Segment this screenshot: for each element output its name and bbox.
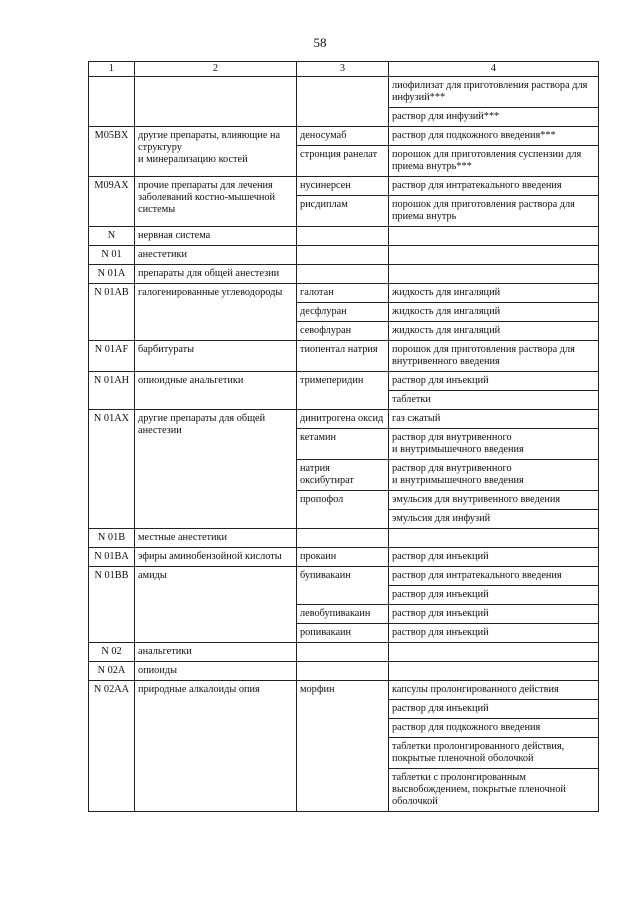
table-row: [89, 341, 599, 372]
dosage-form-cell: [389, 529, 599, 548]
atc-code-cell: N 01: [89, 246, 135, 265]
table-row: [89, 265, 599, 284]
group-name-cell: другие препараты, влияющие на структуру и минерализацию костей: [135, 127, 297, 177]
group-name-cell: анальгетики: [135, 643, 297, 662]
dosage-form-cell: раствор для интратекального введения: [389, 567, 599, 586]
drug-name-cell: натрия оксибутират: [297, 460, 389, 491]
dosage-form-cell: раствор для инъекций: [389, 586, 599, 605]
table-row: [89, 284, 599, 303]
dosage-form-cell: таблетки: [389, 391, 599, 410]
drug-name-cell: десфлуран: [297, 303, 389, 322]
table-row: [89, 410, 599, 429]
dosage-form-cell: газ сжатый: [389, 410, 599, 429]
drug-name-cell: деносумаб: [297, 127, 389, 146]
dosage-form-cell: порошок для приготовления суспензии для приема внутрь***: [389, 146, 599, 177]
drug-name-cell: [297, 77, 389, 127]
drug-name-cell: тримеперидин: [297, 372, 389, 410]
atc-code-cell: N 01AB: [89, 284, 135, 341]
table-row: [89, 227, 599, 246]
table-row: [89, 662, 599, 681]
atc-code-cell: M05BX: [89, 127, 135, 177]
dosage-form-cell: раствор для инъекций: [389, 700, 599, 719]
group-name-cell: барбитураты: [135, 341, 297, 372]
atc-code-cell: N 01B: [89, 529, 135, 548]
column-header: 2: [135, 62, 297, 77]
table-row: [89, 643, 599, 662]
dosage-form-cell: раствор для подкожного введения: [389, 719, 599, 738]
atc-code-cell: N 01AF: [89, 341, 135, 372]
dosage-form-cell: раствор для внутривенного и внутримышечного введения: [389, 429, 599, 460]
drug-name-cell: левобупивакаин: [297, 605, 389, 624]
drug-name-cell: [297, 529, 389, 548]
table-row: [89, 77, 599, 108]
drug-name-cell: бупивакаин: [297, 567, 389, 605]
atc-code-cell: [89, 77, 135, 127]
drug-name-cell: севофлуран: [297, 322, 389, 341]
table-header-row: [89, 62, 599, 77]
dosage-form-cell: раствор для инъекций: [389, 605, 599, 624]
column-header: 4: [389, 62, 599, 77]
group-name-cell: опиоидные анальгетики: [135, 372, 297, 410]
group-name-cell: эфиры аминобензойной кислоты: [135, 548, 297, 567]
dosage-form-cell: раствор для инъекций: [389, 548, 599, 567]
dosage-form-cell: эмульсия для инфузий: [389, 510, 599, 529]
drug-name-cell: галотан: [297, 284, 389, 303]
atc-code-cell: N 01A: [89, 265, 135, 284]
drug-name-cell: морфин: [297, 681, 389, 812]
group-name-cell: анестетики: [135, 246, 297, 265]
drug-name-cell: динитрогена оксид: [297, 410, 389, 429]
dosage-form-cell: раствор для инъекций: [389, 372, 599, 391]
drug-name-cell: [297, 265, 389, 284]
drug-name-cell: [297, 643, 389, 662]
drug-name-cell: прокаин: [297, 548, 389, 567]
dosage-form-cell: порошок для приготовления раствора для приема внутрь: [389, 196, 599, 227]
drug-name-cell: тиопентал натрия: [297, 341, 389, 372]
dosage-form-cell: раствор для подкожного введения***: [389, 127, 599, 146]
dosage-form-cell: раствор для внутривенного и внутримышечного введения: [389, 460, 599, 491]
group-name-cell: опиоиды: [135, 662, 297, 681]
dosage-form-cell: [389, 662, 599, 681]
table-row: [89, 548, 599, 567]
drug-list-table: [88, 61, 599, 812]
table-row: [89, 177, 599, 196]
atc-code-cell: N 02A: [89, 662, 135, 681]
column-header: 1: [89, 62, 135, 77]
drug-name-cell: рисдиплам: [297, 196, 389, 227]
dosage-form-cell: жидкость для ингаляций: [389, 322, 599, 341]
atc-code-cell: N 01BA: [89, 548, 135, 567]
atc-code-cell: N 01BB: [89, 567, 135, 643]
group-name-cell: галогенированные углеводороды: [135, 284, 297, 341]
dosage-form-cell: таблетки с пролонгированным высвобождением, покрытые пленочной оболочкой: [389, 769, 599, 812]
group-name-cell: прочие препараты для лечения заболеваний костно-мышечной системы: [135, 177, 297, 227]
atc-code-cell: N 01AX: [89, 410, 135, 529]
drug-name-cell: нусинерсен: [297, 177, 389, 196]
drug-name-cell: [297, 662, 389, 681]
table-row: [89, 681, 599, 700]
table-row: [89, 372, 599, 391]
drug-name-cell: пропофол: [297, 491, 389, 529]
dosage-form-cell: [389, 246, 599, 265]
group-name-cell: нервная система: [135, 227, 297, 246]
drug-name-cell: ропивакаин: [297, 624, 389, 643]
group-name-cell: препараты для общей анестезии: [135, 265, 297, 284]
drug-name-cell: кетамин: [297, 429, 389, 460]
group-name-cell: местные анестетики: [135, 529, 297, 548]
atc-code-cell: N: [89, 227, 135, 246]
dosage-form-cell: [389, 643, 599, 662]
atc-code-cell: N 02: [89, 643, 135, 662]
table-body: [89, 77, 599, 812]
dosage-form-cell: жидкость для ингаляций: [389, 284, 599, 303]
dosage-form-cell: [389, 265, 599, 284]
dosage-form-cell: порошок для приготовления раствора для внутривенного введения: [389, 341, 599, 372]
drug-name-cell: стронция ранелат: [297, 146, 389, 177]
dosage-form-cell: капсулы пролонгированного действия: [389, 681, 599, 700]
dosage-form-cell: лиофилизат для приготовления раствора для инфузий***: [389, 77, 599, 108]
dosage-form-cell: жидкость для ингаляций: [389, 303, 599, 322]
table-row: [89, 567, 599, 586]
page-number: 58: [313, 35, 327, 50]
column-header: 3: [297, 62, 389, 77]
group-name-cell: природные алкалоиды опия: [135, 681, 297, 812]
atc-code-cell: N 01AH: [89, 372, 135, 410]
table-row: [89, 246, 599, 265]
group-name-cell: амиды: [135, 567, 297, 643]
dosage-form-cell: раствор для инъекций: [389, 624, 599, 643]
table-row: [89, 127, 599, 146]
dosage-form-cell: раствор для инфузий***: [389, 108, 599, 127]
dosage-form-cell: таблетки пролонгированного действия, покрытые пленочной оболочкой: [389, 738, 599, 769]
table-row: [89, 529, 599, 548]
atc-code-cell: N 02AA: [89, 681, 135, 812]
group-name-cell: другие препараты для общей анестезии: [135, 410, 297, 529]
drug-name-cell: [297, 227, 389, 246]
group-name-cell: [135, 77, 297, 127]
dosage-form-cell: эмульсия для внутривенного введения: [389, 491, 599, 510]
atc-code-cell: M09AX: [89, 177, 135, 227]
dosage-form-cell: раствор для интратекального введения: [389, 177, 599, 196]
dosage-form-cell: [389, 227, 599, 246]
drug-name-cell: [297, 246, 389, 265]
